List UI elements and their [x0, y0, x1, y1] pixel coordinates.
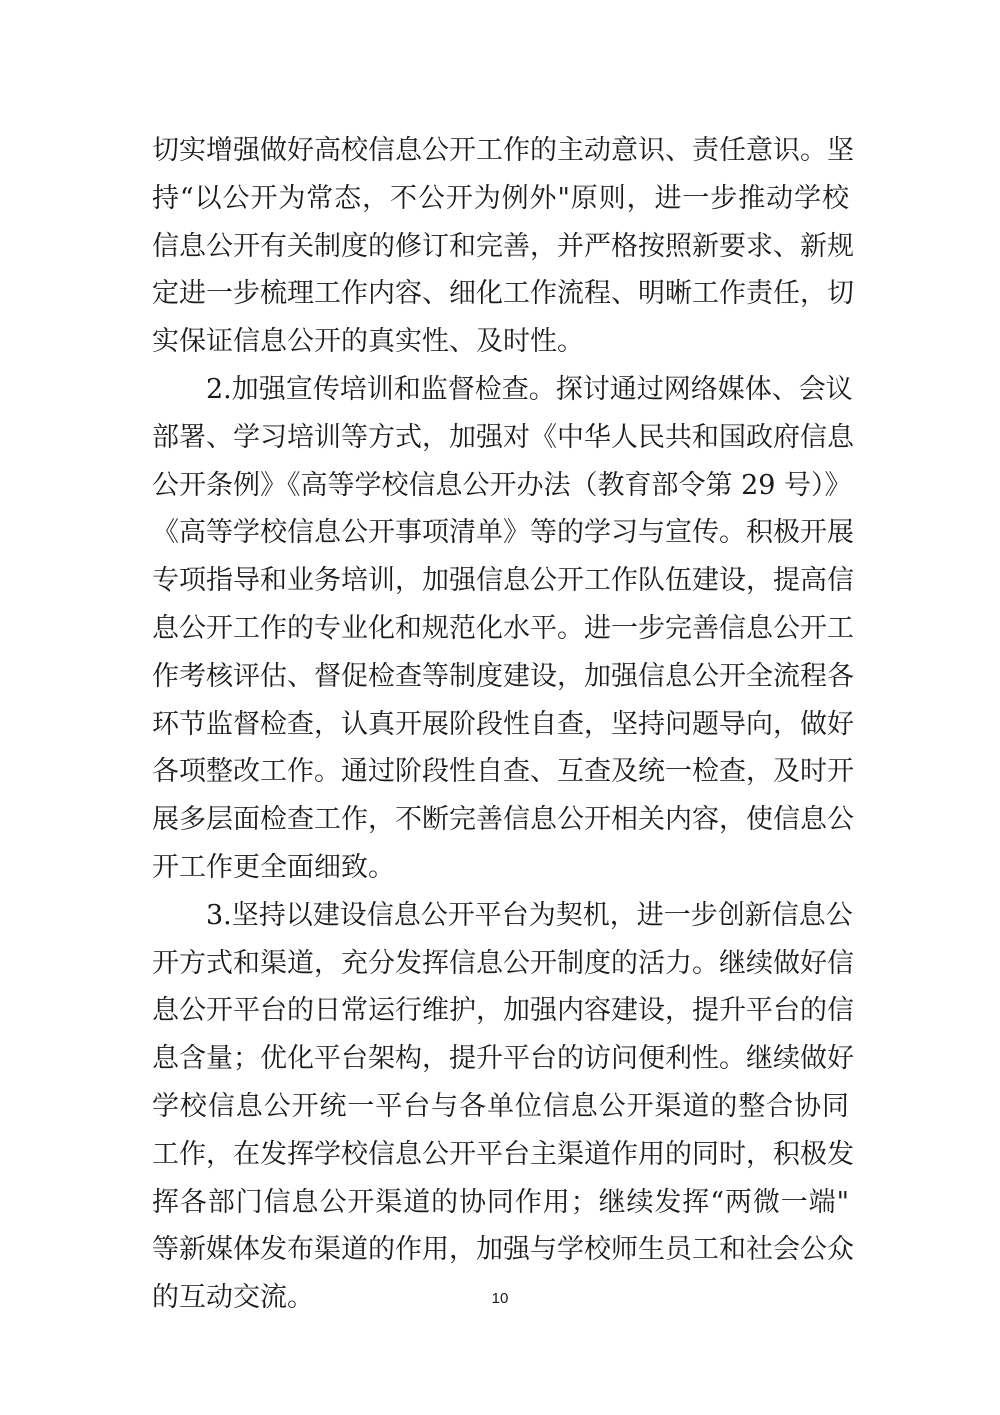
text-line: 信息公开有关制度的修订和完善，并严格按照新要求、新规: [152, 230, 854, 262]
text-line: 环节监督检查，认真开展阶段性自查，坚持问题导向，做好: [152, 708, 854, 740]
text-line: 的互动交流。: [152, 1282, 314, 1314]
text-line: 持“以公开为常态，不公开为例外"原则，进一步推动学校: [152, 182, 849, 214]
text-line: 挥各部门信息公开渠道的协同作用；继续发挥“两微一端": [152, 1186, 849, 1218]
page-number: 10: [491, 1290, 509, 1307]
text-line: 《高等学校信息公开事项清单》等的学习与宣传。积极开展: [152, 517, 854, 549]
text-line: 息含量；优化平台架构，提升平台的访问便利性。继续做好: [152, 1043, 854, 1075]
text-line: 定进一步梳理工作内容、细化工作流程、明晰工作责任，切: [152, 278, 854, 310]
paragraph-start-line: 3.坚持以建设信息公开平台为契机，进一步创新信息公: [206, 899, 853, 931]
text-line: 开工作更全面细致。: [152, 851, 395, 883]
paragraph-start-line: 2.加强宣传培训和监督检查。探讨通过网络媒体、会议: [206, 373, 853, 405]
text-line: 各项整改工作。通过阶段性自查、互查及统一检查，及时开: [152, 756, 854, 788]
text-line: 息公开工作的专业化和规范化水平。进一步完善信息公开工: [152, 612, 854, 644]
text-line: 息公开平台的日常运行维护，加强内容建设，提升平台的信: [152, 995, 854, 1027]
text-line: 等新媒体发布渠道的作用，加强与学校师生员工和社会公众: [152, 1234, 854, 1266]
text-line: 开方式和渠道，充分发挥信息公开制度的活力。继续做好信: [152, 947, 854, 979]
text-line: 实保证信息公开的真实性、及时性。: [152, 326, 584, 358]
text-line: 工作，在发挥学校信息公开平台主渠道作用的同时，积极发: [152, 1138, 854, 1170]
text-line: 展多层面检查工作，不断完善信息公开相关内容，使信息公: [152, 804, 854, 836]
text-line: 学校信息公开统一平台与各单位信息公开渠道的整合协同: [152, 1090, 849, 1122]
text-line: 公开条例》《高等学校信息公开办法（教育部令第 29 号）》: [152, 469, 852, 501]
text-line: 作考核评估、督促检查等制度建设，加强信息公开全流程各: [152, 660, 854, 692]
text-line: 部署、学习培训等方式，加强对《中华人民共和国政府信息: [152, 421, 854, 453]
body-text: [152, 127, 854, 1322]
text-line: 专项指导和业务培训，加强信息公开工作队伍建设，提高信: [152, 565, 854, 597]
text-line: 切实增强做好高校信息公开工作的主动意识、责任意识。坚: [152, 135, 854, 166]
